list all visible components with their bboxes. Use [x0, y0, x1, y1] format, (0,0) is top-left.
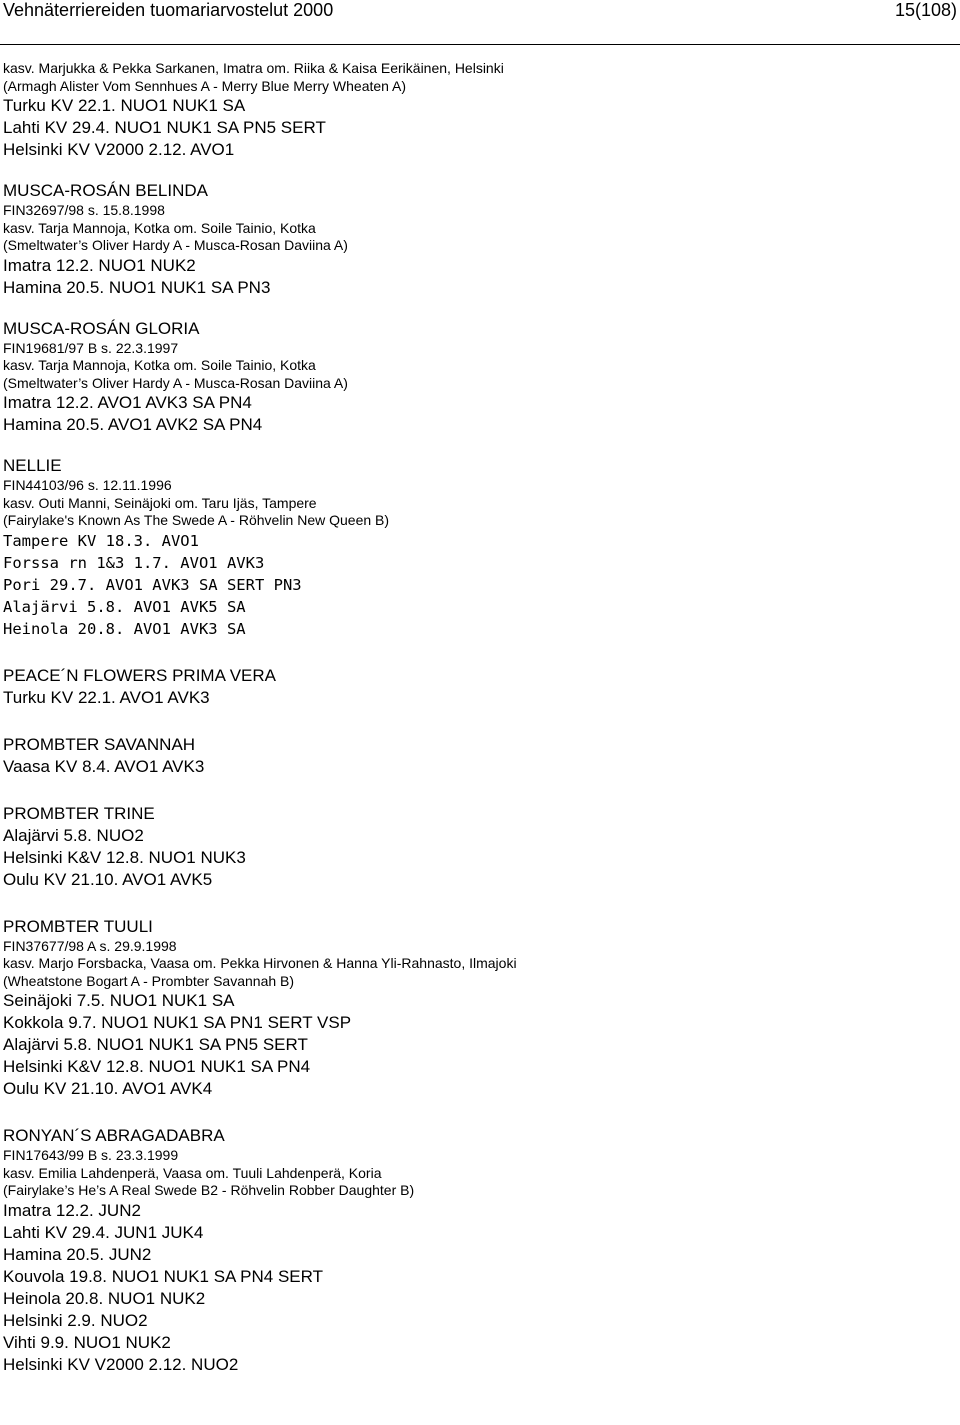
breeder-line: kasv. Marjukka & Pekka Sarkanen, Imatra om. Riika & Kaisa Eerikäinen, Helsinki — [3, 60, 504, 76]
entry-ronyans-abragadabra — [3, 1125, 953, 1376]
registration-line: FIN17643/99 B s. 23.3.1999 — [3, 1147, 179, 1163]
header-divider — [0, 44, 960, 45]
document-title: Vehnäterriereiden tuomariarvostelut 2000 — [3, 0, 334, 20]
page-header — [0, 0, 960, 44]
result-line: Helsinki K&V 12.8. NUO1 NUK3 — [3, 847, 246, 867]
result-line: Alajärvi 5.8. NUO2 — [3, 825, 144, 845]
result-line: Turku KV 22.1. NUO1 NUK1 SA — [3, 96, 246, 115]
registration-line: FIN32697/98 s. 15.8.1998 — [3, 202, 165, 218]
entry-prombter-savannah — [3, 734, 953, 778]
dog-name: PROMBTER SAVANNAH — [3, 734, 196, 754]
result-line: Imatra 12.2. AVO1 AVK3 SA PN4 — [3, 393, 252, 412]
result-line: Alajärvi 5.8. NUO1 NUK1 SA PN5 SERT — [3, 1035, 308, 1054]
result-line: Kokkola 9.7. NUO1 NUK1 SA PN1 SERT VSP — [3, 1013, 352, 1032]
result-line: Imatra 12.2. JUN2 — [3, 1200, 141, 1220]
result-line: Hamina 20.5. AVO1 AVK2 SA PN4 — [3, 415, 263, 434]
entry-nellie — [3, 455, 953, 640]
entry-musca-rosan-gloria — [3, 318, 953, 437]
dog-name: PEACE´N FLOWERS PRIMA VERA — [3, 665, 276, 685]
dog-name: PROMBTER TRINE — [3, 803, 155, 823]
dog-name: NELLIE — [3, 456, 62, 475]
document-body — [3, 60, 953, 1376]
dog-name: RONYAN´S ABRAGADABRA — [3, 1126, 225, 1145]
registration-line: FIN37677/98 A s. 29.9.1998 — [3, 937, 177, 954]
breeder-line: kasv. Outi Manni, Seinäjoki om. Taru Ijäs, Tampere — [3, 494, 317, 511]
parents-line: (Smeltwater’s Oliver Hardy A - Musca-Rosan Daviina A) — [3, 237, 348, 253]
entry-peace-n-flowers-prima-vera — [3, 665, 953, 709]
entry-musca-rosan-belinda — [3, 180, 953, 299]
entry-intro — [3, 60, 953, 161]
result-line: Heinola 20.8. NUO1 NUK2 — [3, 1288, 206, 1308]
result-line: Kouvola 19.8. NUO1 NUK1 SA PN4 SERT — [3, 1266, 324, 1286]
result-line: Vihti 9.9. NUO1 NUK2 — [3, 1332, 171, 1352]
result-line: Hamina 20.5. NUO1 NUK1 SA PN3 — [3, 277, 271, 297]
result-line: Lahti KV 29.4. NUO1 NUK1 SA PN5 SERT — [3, 118, 326, 137]
result-line: Pori 29.7. AVO1 AVK3 SA SERT PN3 — [3, 575, 302, 594]
parents-line: (Smeltwater’s Oliver Hardy A - Musca-Rosan Daviina A) — [3, 374, 348, 391]
registration-line: FIN19681/97 B s. 22.3.1997 — [3, 339, 179, 356]
result-line: Helsinki KV V2000 2.12. NUO2 — [3, 1354, 239, 1374]
result-line: Helsinki KV V2000 2.12. AVO1 — [3, 140, 235, 159]
result-line: Oulu KV 21.10. AVO1 AVK5 — [3, 869, 213, 889]
result-line: Tampere KV 18.3. AVO1 — [3, 531, 199, 550]
result-line: Helsinki 2.9. NUO2 — [3, 1310, 148, 1330]
result-line: Helsinki K&V 12.8. NUO1 NUK1 SA PN4 — [3, 1057, 311, 1076]
entry-prombter-tuuli — [3, 916, 953, 1101]
result-line: Forssa rn 1&3 1.7. AVO1 AVK3 — [3, 553, 265, 572]
parents-line: (Fairylake’s He’s A Real Swede B2 - Röhvelin Robber Daughter B) — [3, 1182, 415, 1198]
parents-line: (Fairylake's Known As The Swede A - Röhvelin New Queen B) — [3, 512, 390, 528]
page-number: 15(108) — [894, 0, 957, 20]
parents-line: (Armagh Alister Vom Sennhues A - Merry Blue Merry Wheaten A) — [3, 77, 407, 94]
result-line: Imatra 12.2. NUO1 NUK2 — [3, 255, 196, 275]
result-line: Hamina 20.5. JUN2 — [3, 1244, 152, 1264]
breeder-line: kasv. Marjo Forsbacka, Vaasa om. Pekka Hirvonen & Hanna Yli-Rahnasto, Ilmajoki — [3, 955, 517, 971]
breeder-line: kasv. Tarja Mannoja, Kotka om. Soile Tainio, Kotka — [3, 357, 316, 373]
entry-prombter-trine — [3, 803, 953, 891]
result-line: Lahti KV 29.4. JUN1 JUK4 — [3, 1222, 204, 1242]
result-line: Alajärvi 5.8. AVO1 AVK5 SA — [3, 597, 246, 616]
dog-name: PROMBTER TUULI — [3, 916, 153, 936]
dog-name: MUSCA-ROSÁN BELINDA — [3, 181, 208, 200]
registration-line: FIN44103/96 s. 12.11.1996 — [3, 477, 172, 493]
dog-name: MUSCA-ROSÁN GLORIA — [3, 318, 200, 338]
breeder-line: kasv. Emilia Lahdenperä, Vaasa om. Tuuli Lahdenperä, Koria — [3, 1164, 382, 1181]
result-line: Oulu KV 21.10. AVO1 AVK4 — [3, 1079, 213, 1098]
breeder-line: kasv. Tarja Mannoja, Kotka om. Soile Tainio, Kotka — [3, 219, 316, 236]
result-line: Vaasa KV 8.4. AVO1 AVK3 — [3, 756, 205, 776]
result-line: Heinola 20.8. AVO1 AVK3 SA — [3, 619, 246, 638]
result-line: Turku KV 22.1. AVO1 AVK3 — [3, 687, 210, 707]
parents-line: (Wheatstone Bogart A - Prombter Savannah B) — [3, 972, 295, 989]
result-line: Seinäjoki 7.5. NUO1 NUK1 SA — [3, 991, 235, 1010]
